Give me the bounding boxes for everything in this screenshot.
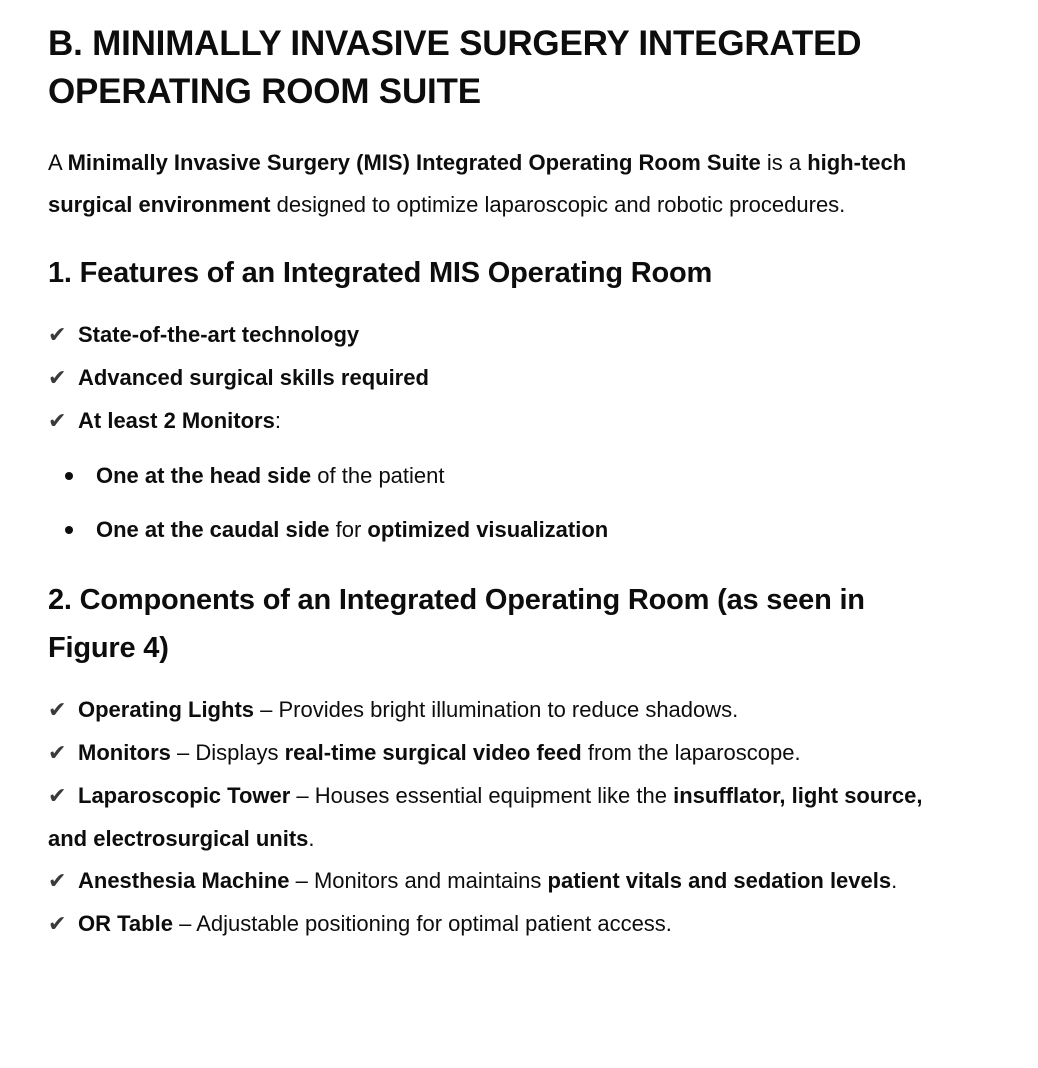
checklist-item-text: – Monitors and maintains	[289, 868, 548, 893]
checkmark-icon: ✔	[48, 741, 67, 766]
bullet-item-term: optimized visualization	[367, 517, 609, 542]
monitor-bullet-list	[48, 455, 1038, 551]
section-1-title: 1. Features of an Integrated MIS Operating Room	[48, 257, 713, 289]
bullet-item	[48, 509, 1038, 551]
checklist-item-term: At least 2 Monitors	[78, 408, 275, 433]
checklist-item-term: Anesthesia Machine	[78, 868, 290, 893]
checkmark-icon: ✔	[48, 323, 67, 348]
bullet-item-text: for	[329, 517, 368, 542]
checklist-item-text: .	[308, 826, 315, 851]
checklist-item	[48, 860, 948, 903]
checkmark-icon: ✔	[48, 912, 67, 937]
section-2-title: 2. Components of an Integrated Operating Room (as seen in Figure 4)	[48, 584, 865, 664]
checklist-item-text: from the laparoscope.	[581, 740, 801, 765]
intro-bold-term: Minimally Invasive Surgery (MIS) Integrated Operating Room Suite	[67, 150, 761, 175]
checklist-item	[48, 357, 948, 400]
checklist-item-text: – Provides bright illumination to reduce shadows.	[254, 697, 739, 722]
checklist-item-term: Laparoscopic Tower	[78, 783, 291, 808]
checklist-item-term: real-time surgical video feed	[284, 740, 582, 765]
checklist-item-text: .	[891, 868, 898, 893]
bullet-dot-icon	[65, 526, 73, 534]
checklist-item	[48, 689, 948, 732]
checklist-item-term: OR Table	[78, 911, 173, 936]
checklist-item	[48, 400, 948, 443]
intro-text: designed to optimize laparoscopic and robotic procedures.	[270, 192, 846, 217]
checkmark-icon: ✔	[48, 366, 67, 391]
bullet-dot-icon	[65, 472, 73, 480]
checklist-item-term: insufflator, light source, and electrosurgical units	[48, 783, 923, 851]
checklist-item	[48, 732, 948, 775]
checkmark-icon: ✔	[48, 698, 67, 723]
document-title: B. MINIMALLY INVASIVE SURGERY INTEGRATED OPERATING ROOM SUITE	[48, 24, 862, 111]
intro-bold-term: high-tech surgical environment	[48, 150, 907, 217]
checkmark-icon: ✔	[48, 869, 67, 894]
checklist-item-text: :	[274, 408, 281, 433]
checklist-item-text: – Displays	[170, 740, 285, 765]
checklist-item-term: Advanced surgical skills required	[78, 365, 429, 390]
bullet-item-term: One at the head side	[96, 463, 312, 488]
checklist-item	[48, 314, 948, 357]
checklist-item-text: – Adjustable positioning for optimal patient access.	[172, 911, 672, 936]
intro-text: A	[48, 150, 68, 175]
intro-paragraph	[48, 142, 948, 226]
checklist-item-term: State-of-the-art technology	[78, 322, 360, 347]
checklist-item	[48, 903, 948, 946]
checklist-item-term: Monitors	[78, 740, 171, 765]
bullet-item	[48, 455, 1038, 497]
checklist-item-text: – Houses essential equipment like the	[290, 783, 674, 808]
checkmark-icon: ✔	[48, 409, 67, 434]
bullet-item-text: of the patient	[311, 463, 445, 488]
checkmark-icon: ✔	[48, 784, 67, 809]
checklist-item-term: patient vitals and sedation levels	[547, 868, 892, 893]
checklist-item-term: Operating Lights	[78, 697, 254, 722]
checklist-item	[48, 775, 948, 860]
section-1-checklist	[48, 314, 948, 443]
section-2-checklist	[48, 689, 948, 946]
bullet-item-term: One at the caudal side	[96, 517, 330, 542]
intro-text: is a	[760, 150, 808, 175]
